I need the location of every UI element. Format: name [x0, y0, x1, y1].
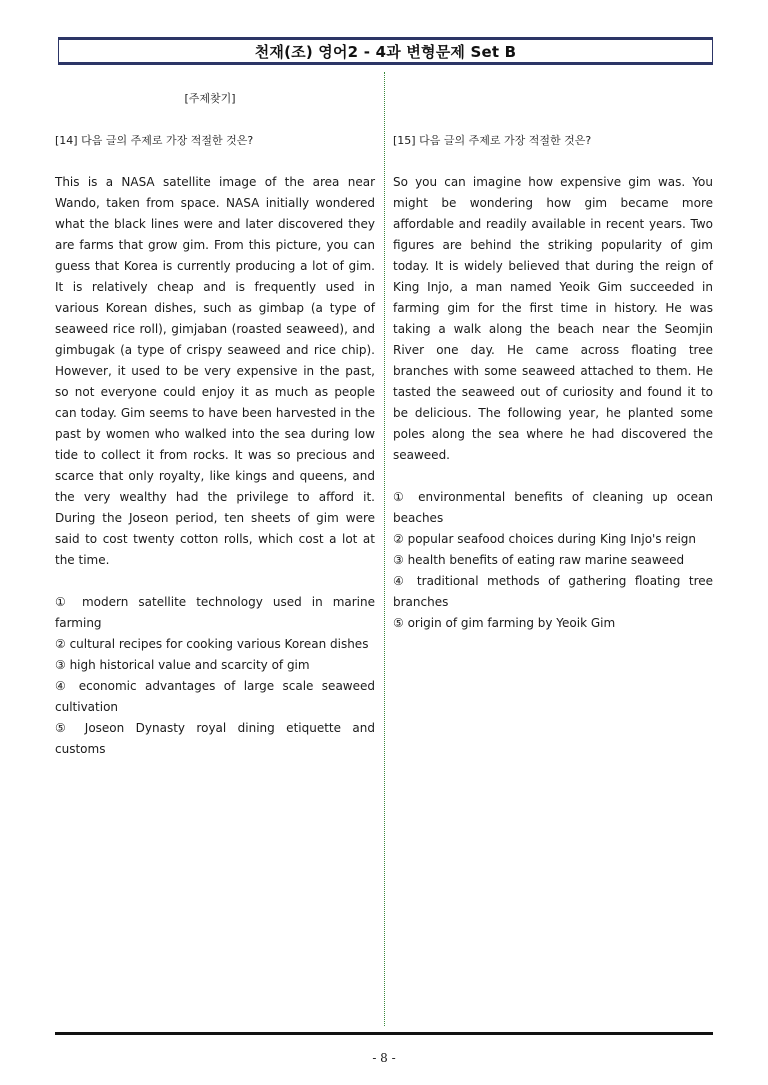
right-column	[393, 88, 713, 634]
passage-15: So you can imagine how expensive gim was. You might be wondering how gim became more affordable and readily available in recent years. Two figures are behind the striking popularity of gim today. It is widely believed that during the reign of King Injo, a man named Yeoik Gim succeeded in farming gim for the first time in history. He was taking a walk along the beach near the Seomjin River one day. He came across floating tree branches with some seaweed attached to them. He tasted the seaweed out of curiosity and found it to be delicious. The following year, he planted some poles along the sea where he had discovered the seaweed.	[393, 175, 713, 462]
choice-item: ② popular seafood choices during King Injo's reign	[393, 532, 697, 546]
choice-item: ⑤ Joseon Dynasty royal dining etiquette and customs	[55, 721, 375, 756]
choices-14	[55, 592, 375, 760]
section-label: [주제찾기]	[184, 92, 236, 105]
choice-item: ① environmental benefits of cleaning up ocean beaches	[393, 490, 713, 525]
choice-item: ① modern satellite technology used in marine farming	[55, 595, 375, 630]
question-14: [14] 다음 글의 주제로 가장 적절한 것은?	[55, 134, 254, 147]
question-15: [15] 다음 글의 주제로 가장 적절한 것은?	[393, 134, 592, 147]
page-number: - 8 -	[372, 1051, 396, 1065]
column-divider	[384, 72, 385, 1026]
footer-rule	[55, 1032, 713, 1035]
choices-15	[393, 487, 713, 634]
left-column	[55, 88, 375, 760]
choice-item: ⑤ origin of gim farming by Yeoik Gim	[393, 616, 616, 630]
choice-item: ③ high historical value and scarcity of gim	[55, 658, 310, 672]
page-header	[58, 37, 713, 65]
choice-item: ④ economic advantages of large scale seaweed cultivation	[55, 679, 375, 714]
choice-item: ③ health benefits of eating raw marine seaweed	[393, 553, 685, 567]
choice-item: ④ traditional methods of gathering floating tree branches	[393, 574, 713, 609]
passage-14: This is a NASA satellite image of the area near Wando, taken from space. NASA initially wondered what the black lines were and later discovered they are farms that grow gim. From this picture, you can guess that Korea is currently producing a lot of gim. It is relatively cheap and is frequently used in various Korean dishes, such as gimbap (a type of seaweed rice roll), gimjaban (roasted seaweed), and gimbugak (a type of crispy seaweed and rice chip). However, it used to be very expensive in the past, so not everyone could enjoy it as much as people can today. Gim seems to have been harvested in the past by women who walked into the sea during low tide to collect it from rocks. It was so precious and scarce that only royalty, like kings and queens, and the very wealthy had the privilege to afford it. During the Joseon period, ten sheets of gim were said to cost twenty cotton rolls, which cost a lot at the time.	[55, 175, 375, 567]
choice-item: ② cultural recipes for cooking various Korean dishes	[55, 637, 369, 651]
page-title: 천재(조) 영어2 - 4과 변형문제 Set B	[254, 42, 517, 61]
